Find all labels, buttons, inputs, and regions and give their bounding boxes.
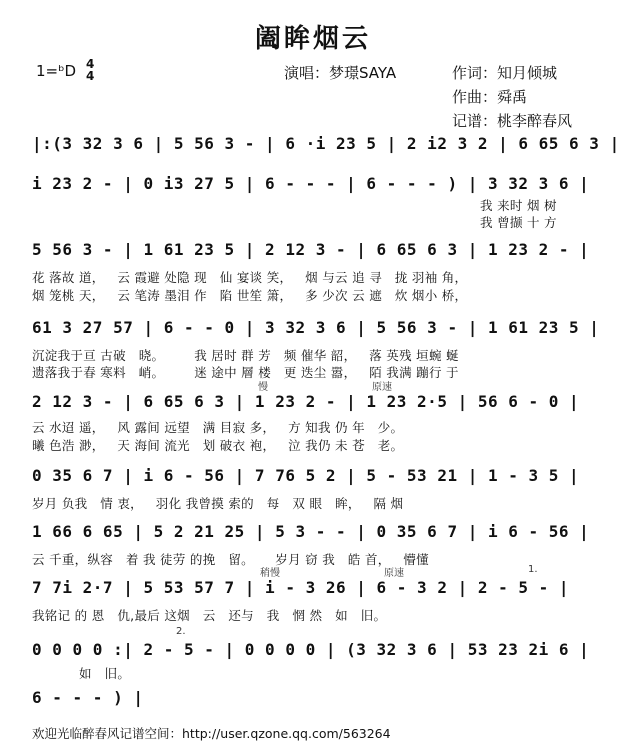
score-row xyxy=(32,466,606,494)
composer-credit: 作曲：舜禹 xyxy=(452,88,528,106)
lyric-line: 遗落我于春 寒料 峭。 迷 途中 層 楼 更 迭尘 嚣， 陌 我满 蹦行 于 xyxy=(32,365,459,380)
lyric-line: 曦 色浩 渺， 天 海间 流光 划 破衣 袍， 泣 我仍 未 苍 老。 xyxy=(32,438,404,453)
score-row xyxy=(32,688,606,716)
tempo-mark: 原速 xyxy=(372,382,392,393)
score-row xyxy=(32,318,606,346)
notation-line: 0 0 0 0 :| 2 - 5 - | 0 0 0 0 | (3 32 3 6 | 53 23 2i 6 | xyxy=(32,640,590,659)
lyric-line: 岁月 负我 情 衷， 羽化 我曾摸 索的 每 双 眼 眸， 隔 烟 xyxy=(32,496,404,511)
score-row xyxy=(32,392,606,420)
lyric-line: 沉淀我于亘 古破 晓。 我 居时 群 芳 频 催华 韶， 落 英残 垣蜿 蜒 xyxy=(32,348,459,363)
lyric-line: 我铭记 的 恩 仇,最后 这烟 云 还与 我 惘 然 如 旧。 xyxy=(32,608,387,623)
key-signature: 1=ᵇD xyxy=(36,62,77,80)
notation-line: 61 3 27 57 | 6 - - 0 | 3 32 3 6 | 5 56 3 - | 1 61 23 5 | xyxy=(32,318,600,337)
lyric-line: 花 落故 道， 云 霞避 处隐 现 仙 宴谈 笑， 烟 与云 追 寻 拢 羽袖 角， xyxy=(32,270,468,285)
score-row xyxy=(32,578,606,606)
notation-line: i 23 2 - | 0 i3 27 5 | 6 - - - | 6 - - - ) | 3 32 3 6 | xyxy=(32,174,590,193)
notation-line: 1 66 6 65 | 5 2 21 25 | 5 3 - - | 0 35 6 7 | i 6 - 56 | xyxy=(32,522,590,541)
notation-line: 6 - - - ) | xyxy=(32,688,144,707)
notation-line: 2 12 3 - | 6 65 6 3 | 1 23 2 - | 1 23 2·5 | 56 6 - 0 | xyxy=(32,392,580,411)
volta-mark: 1. xyxy=(528,564,538,575)
singer-credit: 演唱：梦璟SAYA xyxy=(284,64,397,82)
notation-line: |:(3 32 3 6 | 5 56 3 - | 6 ·i 23 5 | 2 i2 3 2 | 6 65 6 3 | xyxy=(32,134,620,153)
tempo-mark: 慢 xyxy=(258,382,268,393)
transcriber-credit: 记谱：桃李醉春风 xyxy=(452,112,573,130)
song-title: 阖眸烟云 xyxy=(254,24,371,54)
notation-line: 5 56 3 - | 1 61 23 5 | 2 12 3 - | 6 65 6 3 | 1 23 2 - | xyxy=(32,240,590,259)
tempo-mark: 稍慢 xyxy=(260,568,280,579)
score-row xyxy=(32,134,620,162)
lyric-line: 如 旧。 xyxy=(32,666,131,681)
lyric-line: 云 千重，纵容 着 我 徒劳 的挽 留。 岁月 窃 我 皓 首， 懵懂 xyxy=(32,552,429,567)
score-row xyxy=(32,522,606,550)
lyric-line: 烟 笼桃 天， 云 笔涛 墨泪 作 陷 世笙 箫， 多 少次 云 遮 炊 烟小 桥， xyxy=(32,288,468,303)
time-signature-top: 4 xyxy=(86,57,95,71)
notation-line: 0 35 6 7 | i 6 - 56 | 7 76 5 2 | 5 - 53 21 | 1 - 3 5 | xyxy=(32,466,580,485)
footer-text: 欢迎光临醉春风记谱空间：http://user.qzone.qq.com/563264 xyxy=(32,726,391,741)
lyric-line: 我 曾撷 十 方 xyxy=(480,215,557,230)
notation-line: 7 7i 2·7 | 5 53 57 7 | i - 3 26 | 6 - 3 2 | 2 - 5 - | xyxy=(32,578,570,597)
time-signature-bottom: 4 xyxy=(86,69,95,83)
time-signature xyxy=(86,58,94,82)
lyric-line: 云 水迢 遥， 风 露间 远望 满 目寂 多， 方 知我 仍 年 少。 xyxy=(32,420,404,435)
lyricist-credit: 作词：知月倾城 xyxy=(452,64,558,82)
score-row xyxy=(32,240,606,268)
tempo-mark: 原速 xyxy=(384,568,404,579)
volta-mark: 2. xyxy=(176,626,186,637)
lyric-line: 我 来时 烟 树 xyxy=(480,198,557,213)
